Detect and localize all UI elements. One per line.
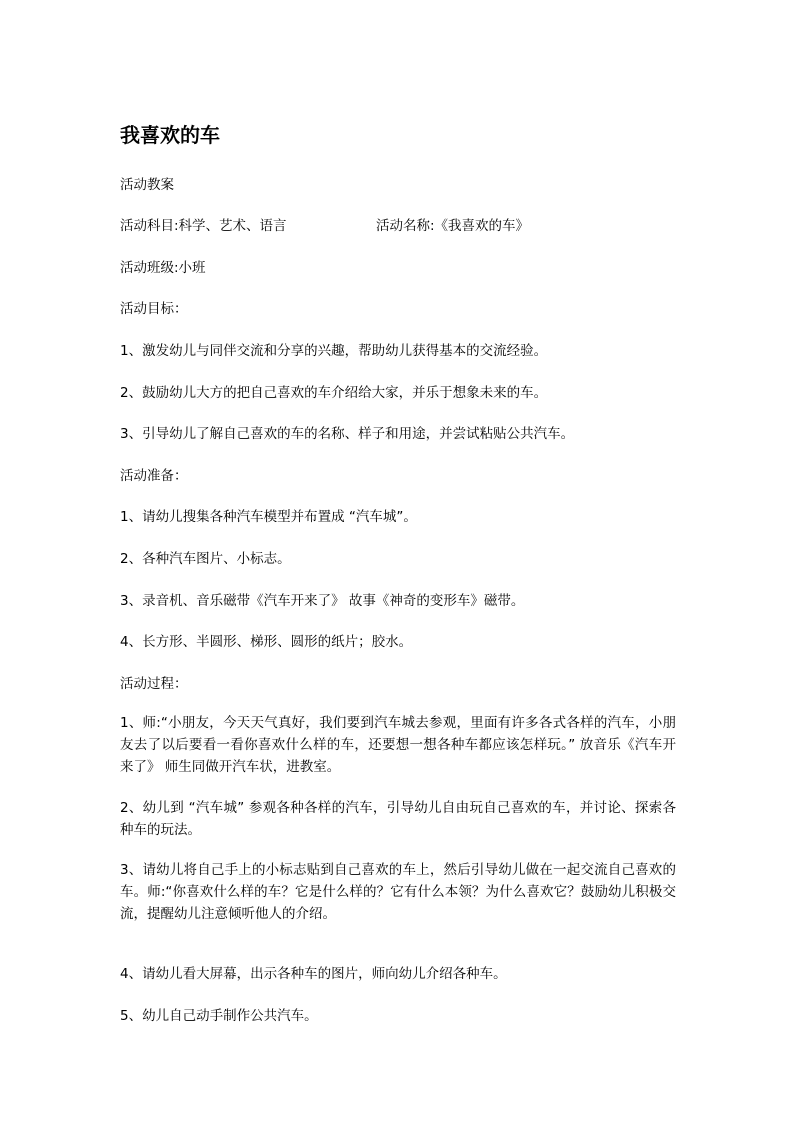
document-subtitle: 活动教案 <box>120 177 174 193</box>
goals-heading: 活动目标： <box>120 301 188 317</box>
process-step: 3、请幼儿将自己手上的小标志贴到自己喜欢的车上，然后引导幼儿做在一起交流自己喜欢的车。师:“你喜欢什么样的车？它是什么样的？它有什么本领？为什么喜欢它？鼓励幼儿积极交流，提醒幼儿注意倾听他人的介绍。 <box>120 862 676 922</box>
subject-line: 活动科目:科学、艺术、语言 <box>120 218 287 234</box>
process-step: 5、幼儿自己动手制作公共汽车。 <box>120 1008 318 1024</box>
prep-heading: 活动准备： <box>120 468 188 484</box>
prep-item: 1、请幼儿搜集各种汽车模型并布置成 “汽车城”。 <box>120 509 417 525</box>
prep-item: 2、各种汽车图片、小标志。 <box>120 551 291 567</box>
process-step: 1、师:“小朋友，今天天气真好，我们要到汽车城去参观，里面有许多各式各样的汽车，小朋友去了以后要看一看你喜欢什么样的车，还要想一想各种车都应该怎样玩。” 放音乐《汽车开来了》 师生同做开汽车状，进教室。 <box>120 715 676 775</box>
process-heading: 活动过程： <box>120 676 188 692</box>
document-title: 我喜欢的车 <box>120 123 220 147</box>
prep-item: 3、录音机、音乐磁带《汽车开来了》 故事《神奇的变形车》磁带。 <box>120 593 525 609</box>
activity-name-line: 活动名称:《我喜欢的车》 <box>376 218 530 234</box>
process-step: 2、幼儿到 “汽车城” 参观各种各样的汽车，引导幼儿自由玩自己喜欢的车，并讨论、探索各种车的玩法。 <box>120 800 676 838</box>
goal-item: 1、激发幼儿与同伴交流和分享的兴趣，帮助幼儿获得基本的交流经验。 <box>120 343 548 359</box>
prep-item: 4、长方形、半圆形、梯形、圆形的纸片；胶水。 <box>120 634 413 650</box>
goal-item: 2、鼓励幼儿大方的把自己喜欢的车介绍给大家，并乐于想象未来的车。 <box>120 385 548 401</box>
class-line: 活动班级:小班 <box>120 260 206 276</box>
process-step: 4、请幼儿看大屏幕，出示各种车的图片，师向幼儿介绍各种车。 <box>120 966 507 982</box>
goal-item: 3、引导幼儿了解自己喜欢的车的名称、样子和用途，并尝试粘贴公共汽车。 <box>120 426 575 442</box>
